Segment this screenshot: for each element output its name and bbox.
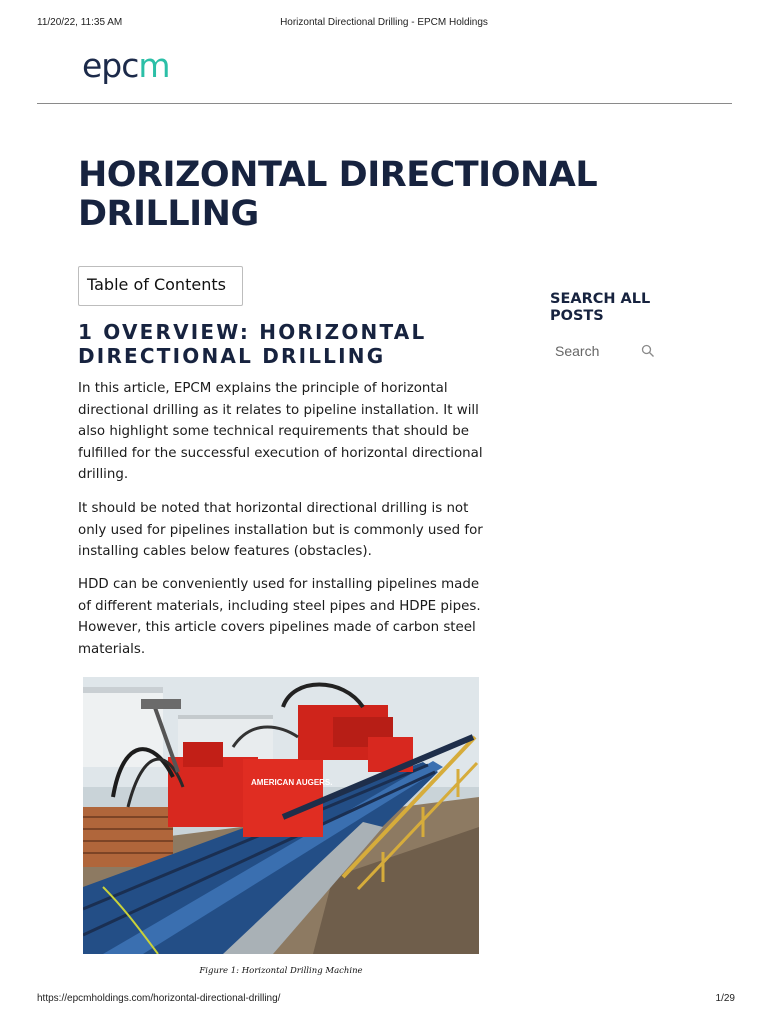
paragraph-intro: In this article, EPCM explains the principle of horizontal directional drilling as it relates to pipeline installation. It will also highlight some technical requirements that should be fulfilled for the successful execution of horizontal directional drilling. bbox=[78, 381, 483, 483]
sidebar-search-heading: SEARCH ALL POSTS bbox=[550, 291, 651, 324]
table-of-contents-toggle[interactable]: Table of Contents bbox=[78, 266, 243, 306]
paragraph-cables: It should be noted that horizontal directional drilling is not only used for pipelines installation but is commonly used for installing cables below features (obstacles). bbox=[78, 501, 483, 560]
print-url[interactable]: https://epcmholdings.com/horizontal-directional-drilling/ bbox=[37, 993, 281, 1004]
search-box bbox=[550, 337, 662, 365]
paragraph-materials: HDD can be conveniently used for installing pipelines made of different materials, including steel pipes and HDPE pipes. However, this article covers pipelines made of carbon steel materials. bbox=[78, 577, 481, 657]
logo-text-dark: epc bbox=[82, 46, 139, 85]
drilling-machine-image bbox=[83, 677, 479, 954]
figure-caption: Figure 1: Horizontal Drilling Machine bbox=[199, 966, 363, 976]
search-icon[interactable] bbox=[641, 344, 655, 358]
print-page-number: 1/29 bbox=[715, 993, 735, 1004]
print-page-title: Horizontal Directional Drilling - EPCM Holdings bbox=[280, 17, 488, 28]
header-divider bbox=[37, 103, 732, 104]
page-title: HORIZONTAL DIRECTIONAL DRILLING bbox=[78, 155, 598, 234]
print-footer bbox=[0, 993, 768, 1007]
drilling-machine-illustration bbox=[83, 677, 479, 954]
print-header bbox=[0, 17, 768, 31]
machine-label: AMERICAN AUGERS. bbox=[251, 778, 333, 787]
logo-text-accent: m bbox=[138, 46, 170, 85]
search-input[interactable] bbox=[550, 337, 640, 365]
epcm-logo[interactable] bbox=[82, 46, 170, 86]
section-heading: 1 OVERVIEW: HORIZONTAL DIRECTIONAL DRILLING bbox=[78, 320, 427, 368]
print-datetime: 11/20/22, 11:35 AM bbox=[37, 17, 123, 28]
